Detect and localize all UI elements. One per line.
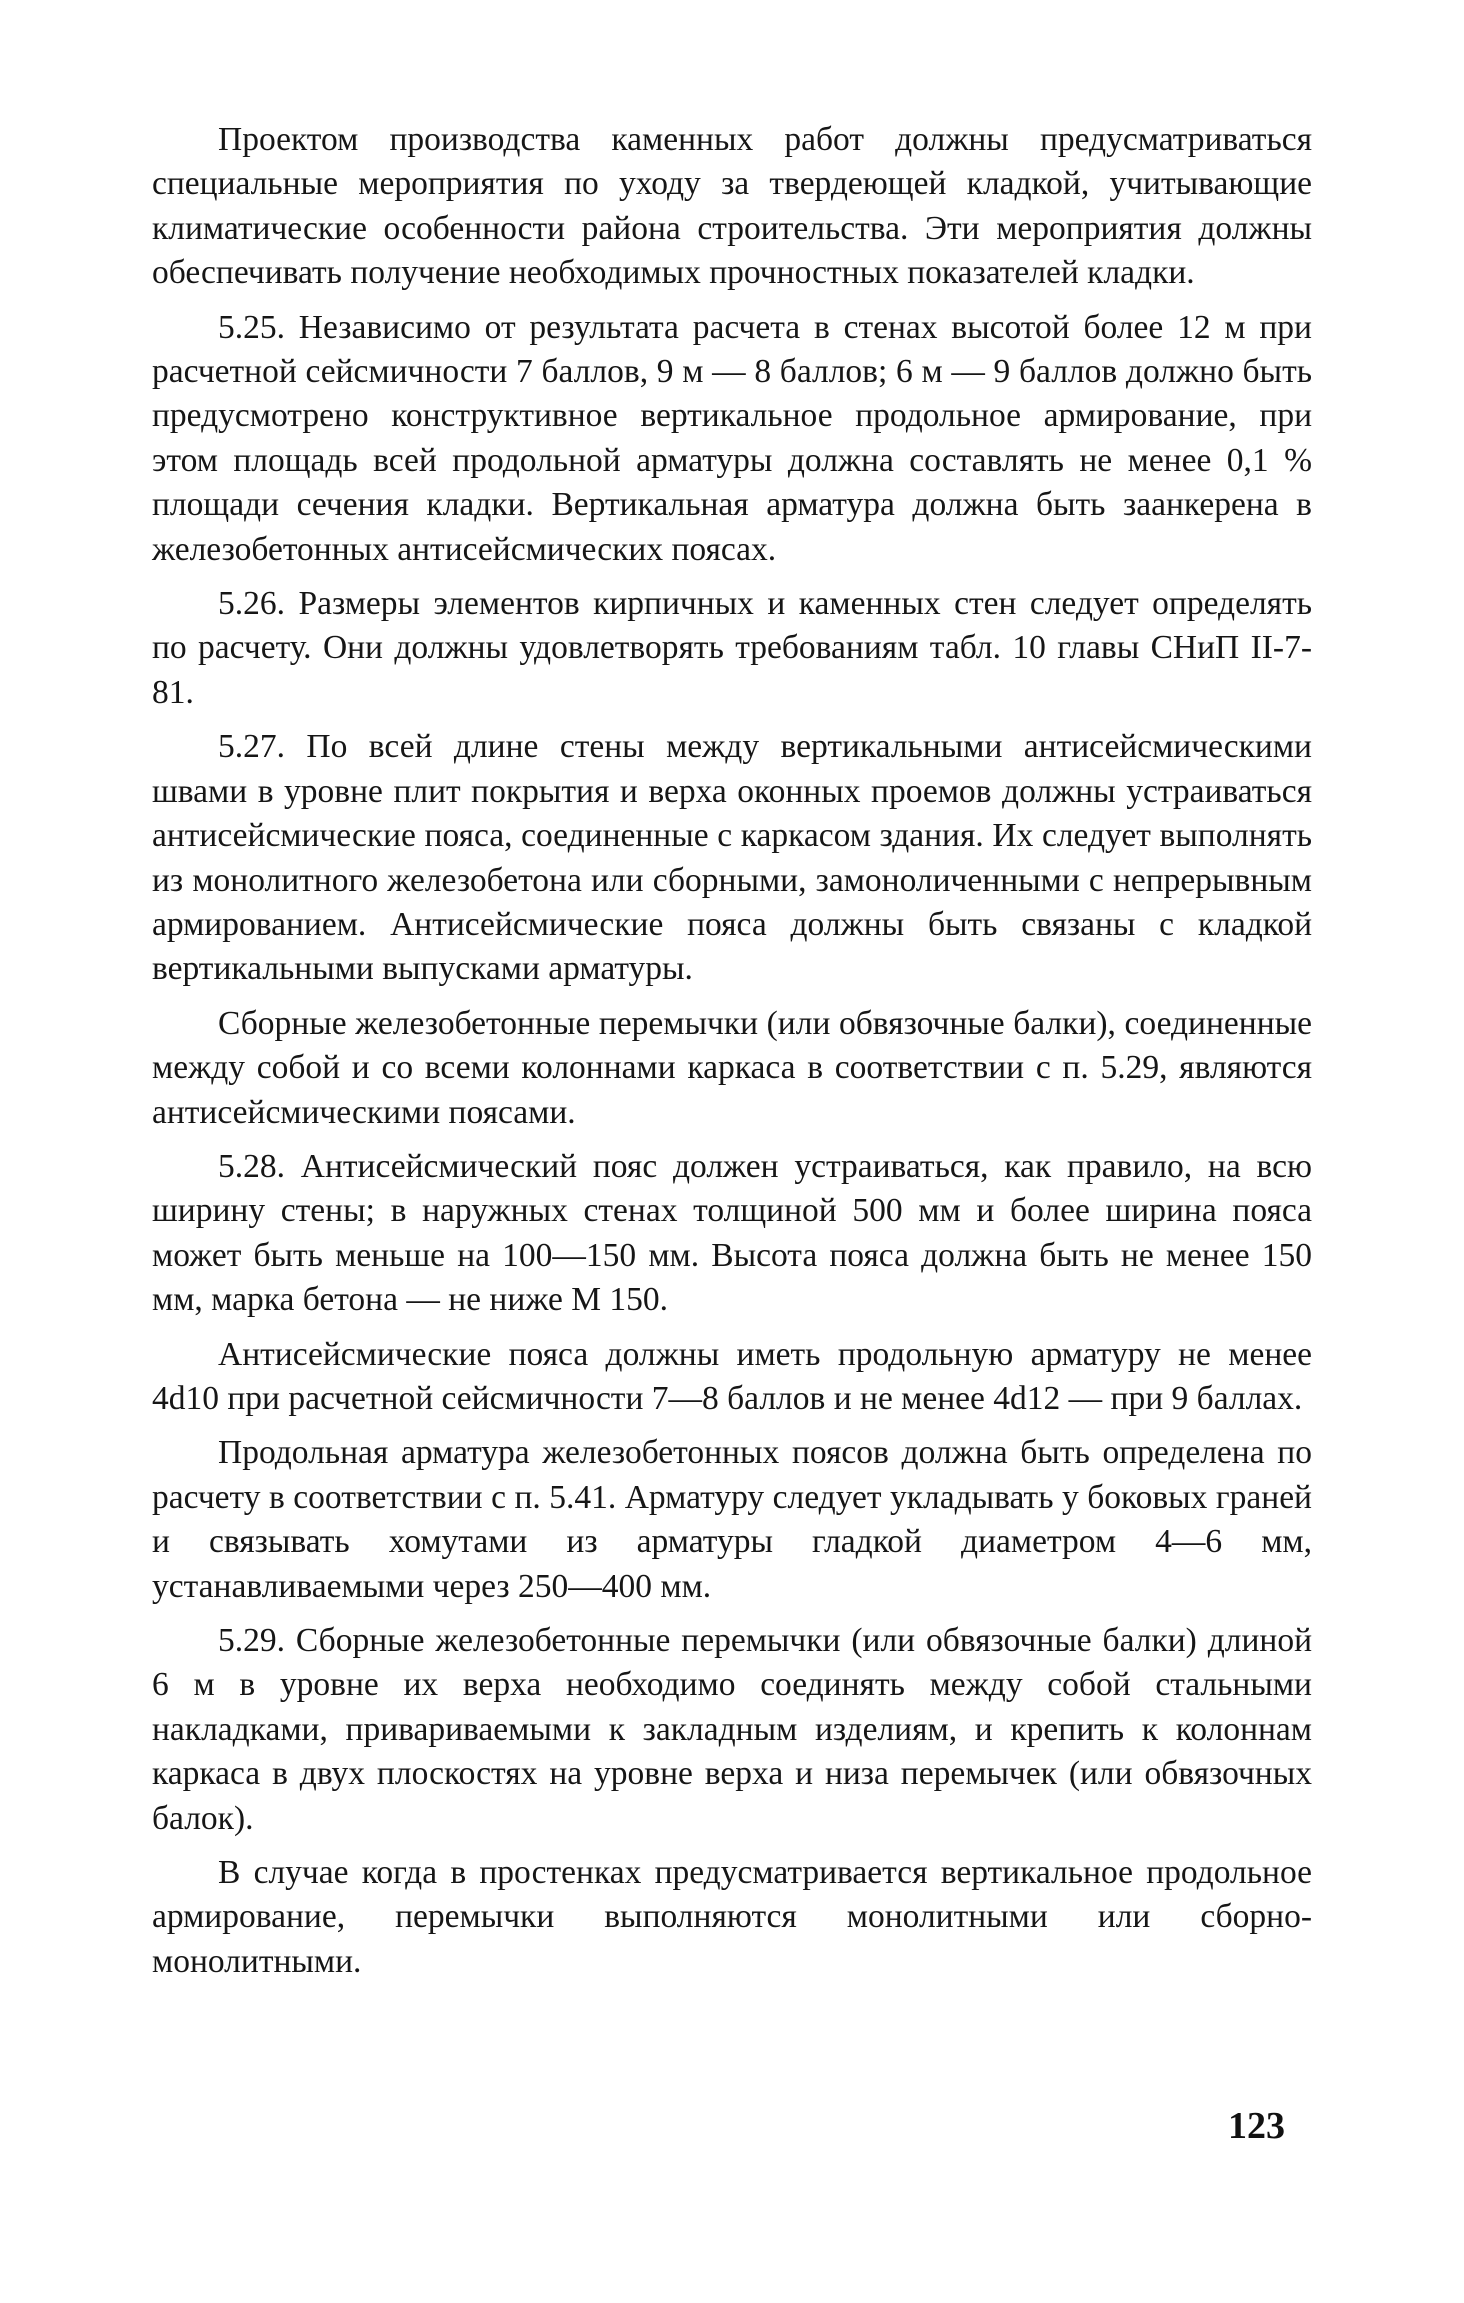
paragraph-text: Проектом производства каменных работ должны предусматриваться специальные мероприятия по уходу за твердеющей кладкой, учитывающие климатические особенности района строительства. Эти мероприятия должны обеспечивать получение необходимых прочностных показателей кладки. xyxy=(152,121,1312,292)
page-number: 123 xyxy=(1228,2105,1285,2147)
paragraph-intro xyxy=(152,118,1312,296)
paragraph-number: 5.25. xyxy=(218,308,285,346)
paragraph-text: Размеры элементов кирпичных и каменных стен следует определять по расчету. Они должны удовлетворять требованиям табл. 10 главы СНиП II-7-81. xyxy=(152,585,1312,711)
paragraph-number: 5.29. xyxy=(218,1622,285,1659)
paragraph-text: По всей длине стены между вертикальными антисейсмическими швами в уровне плит покрытия и верха оконных проемов должны устраиваться антисейсмические пояса, соединенные с каркасом здания. Их следует выполнять из монолитного железобетона или сборными, замоноличенными с непрерывным армированием. Антисейсмические пояса должны быть связаны с кладкой вертикальными выпусками арматуры. xyxy=(152,728,1312,988)
paragraph-5-27-cont xyxy=(152,1002,1312,1135)
paragraph-text: Сборные железобетонные перемычки (или обвязочные балки), соединенные между собой и со всеми колоннами каркаса в соответствии с п. 5.29, являются антисейсмическими поясами. xyxy=(152,1004,1312,1131)
paragraph-text: Сборные железобетонные перемычки (или обвязочные балки) длиной 6 м в уровне их верха необходимо соединять между собой стальными накладками, привариваемыми к закладным изделиям, и крепить к колоннам каркаса в двух плоскостях на уровне верха и низа перемычек (или обвязочных балок). xyxy=(152,1622,1312,1837)
paragraph-number: 5.26. xyxy=(218,585,285,623)
paragraph-5-27 xyxy=(152,725,1312,991)
paragraph-number: 5.28. xyxy=(218,1147,285,1185)
paragraph-5-28-cont-1 xyxy=(152,1333,1312,1422)
paragraph-5-28 xyxy=(152,1145,1312,1323)
paragraph-5-28-cont-2 xyxy=(152,1431,1312,1609)
paragraph-text: Продольная арматура железобетонных поясов должна быть определена по расчету в соответствии с п. 5.41. Арматуру следует укладывать у боковых граней и связывать хомутами из арматуры гладкой диаметром 4—6 мм, устанавливаемыми через 250—400 мм. xyxy=(152,1434,1312,1605)
paragraph-number: 5.27. xyxy=(218,728,285,766)
paragraph-text: Антисейсмические пояса должны иметь продольную арматуру не менее 4d10 при расчетной сейсмичности 7—8 баллов и не менее 4d12 — при 9 баллах. xyxy=(152,1335,1312,1417)
paragraph-text: Антисейсмический пояс должен устраиваться, как правило, на всю ширину стены; в наружных стенах толщиной 500 мм и более ширина пояса может быть меньше на 100—150 мм. Высота пояса должна быть не менее 150 мм, марка бетона — не ниже М 150. xyxy=(152,1147,1312,1319)
paragraph-5-26 xyxy=(152,582,1312,715)
paragraph-5-25 xyxy=(152,306,1312,572)
paragraph-text: Независимо от результата расчета в стенах высотой более 12 м при расчетной сейсмичности 7 баллов, 9 м — 8 баллов; 6 м — 9 баллов должно быть предусмотрено конструктивное вертикальное продольное армирование, при этом площадь всей продольной арматуры должна составлять не менее 0,1 % площади сечения кладки. Вертикальная арматура должна быть заанкерена в железобетонных антисейсмических поясах. xyxy=(152,308,1312,568)
paragraph-5-29-cont xyxy=(152,1851,1312,1984)
paragraph-text: В случае когда в простенках предусматривается вертикальное продольное армирование, перемычки выполняются монолитными или сборно-монолитными. xyxy=(152,1854,1312,1980)
paragraph-5-29 xyxy=(152,1619,1312,1841)
page-body xyxy=(152,118,1312,1994)
